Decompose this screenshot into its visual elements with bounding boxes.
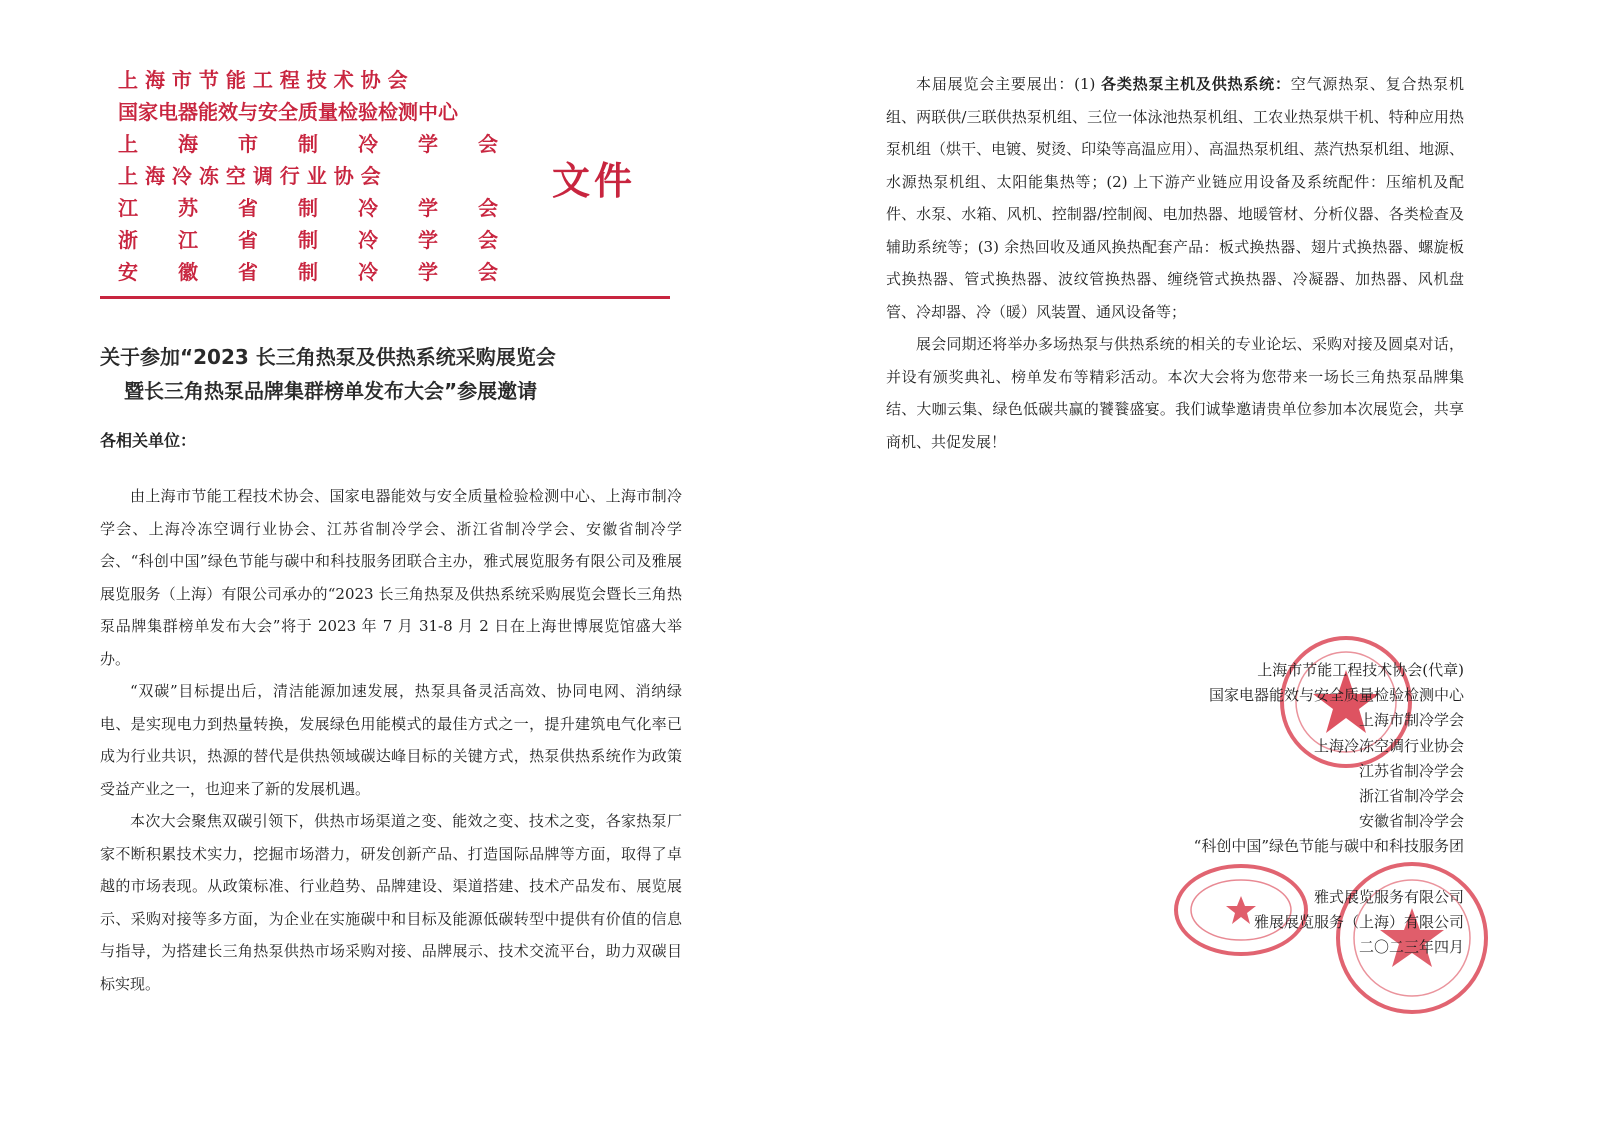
signatory: 雅展展览服务（上海）有限公司: [1253, 913, 1464, 932]
header-divider: [100, 296, 670, 299]
events-paragraph: 展会同期还将举办多场热泵与供热系统的相关的专业论坛、采购对接及圆桌对话，并设有颁奖典礼、榜单发布等精彩活动。本次大会将为您带来一场长三角热泵品牌集结、大咖云集、绿色低碳共赢的饕餮盛宴。我们诚挚邀请贵单位参加本次展览会，共享商机、共促发展！: [886, 335, 1464, 451]
paragraph: 由上海市节能工程技术协会、国家电器能效与安全质量检验检测中心、上海市制冷学会、上海冷冻空调行业协会、江苏省制冷学会、浙江省制冷学会、安徽省制冷学会、“科创中国”绿色节能与碳中和科技服务团联合主办，雅式展览服务有限公司及雅展展览服务（上海）有限公司承办的“2023 长三角热泵及供热系统采购展览会暨长三角热泵品牌集群榜单发布大会”将于 2023 年 7 月 31-8 月 2 日在上海世博展览馆盛大举办。: [100, 487, 682, 668]
left-page: [0, 0, 780, 1132]
organization-name: 国家电器能效与安全质量检验检测中心: [118, 100, 458, 124]
exhibits-heading: 各类热泵主机及供热系统：: [1101, 75, 1291, 93]
issue-date: 二〇二三年四月: [1358, 938, 1464, 957]
signatory: 雅式展览服务有限公司: [1313, 887, 1464, 906]
signatory: 上海市节能工程技术协会(代章): [1257, 661, 1464, 679]
paragraph: “双碳”目标提出后，清洁能源加速发展，热泵具备灵活高效、协同电网、消纳绿电、是实现电力到热量转换，发展绿色用能模式的最佳方式之一，提升建筑电气化率已成为行业共识，热源的替代是供热领域碳达峰目标的关键方式，热泵供热系统作为政策受益产业之一，也迎来了新的发展机遇。: [100, 682, 682, 798]
signatory: 上海市制冷学会: [1358, 711, 1464, 730]
paragraph: 本次大会聚焦双碳引领下，供热市场渠道之变、能效之变、技术之变，各家热泵厂家不断积累技术实力，挖掘市场潜力，研发创新产品、打造国际品牌等方面，取得了卓越的市场表现。从政策标准、行业趋势、品牌建设、渠道搭建、技术产品发布、展览展示、采购对接等多方面，为企业在实施碳中和目标及能源低碳转型中提供有价值的信息与指导，为搭建长三角热泵供热市场采购对接、品牌展示、技术交流平台，助力双碳目标实现。: [100, 812, 682, 993]
signatory: 上海冷冻空调行业协会: [1313, 736, 1464, 755]
signatory: 江苏省制冷学会: [1358, 761, 1464, 780]
organization-list: [118, 64, 518, 288]
right-page: [800, 0, 1600, 1132]
document-label: 文件: [552, 159, 637, 203]
organization-name: 上 海 市 制 冷 学 会: [118, 132, 498, 156]
salutation: 各相关单位：: [100, 431, 197, 450]
signatory: 浙江省制冷学会: [1358, 787, 1464, 806]
right-body: [886, 68, 1464, 458]
organization-name: 浙 江 省 制 冷 学 会: [118, 228, 498, 252]
signatory: 安徽省制冷学会: [1358, 812, 1464, 831]
exhibits-paragraph: [886, 68, 1464, 328]
title-line-1: 关于参加“2023 长三角热泵及供热系统采购展览会: [100, 345, 556, 369]
organization-name: 上 海 市 节 能 工 程 技 术 协 会: [118, 68, 408, 92]
signature-block: [1004, 658, 1464, 960]
document-title: [100, 340, 680, 408]
signatory: 国家电器能效与安全质量检验检测中心: [1208, 686, 1464, 705]
organization-name: 江 苏 省 制 冷 学 会: [118, 196, 498, 220]
organization-name: 安 徽 省 制 冷 学 会: [118, 260, 498, 284]
title-line-2: 暨长三角热泵品牌集群榜单发布大会”参展邀请: [124, 379, 538, 403]
signatory: “科创中国”绿色节能与碳中和科技服务团: [1193, 837, 1464, 856]
exhibits-list: 空气源热泵、复合热泵机组、两联供/三联供热泵机组、三位一体泳池热泵机组、工农业热泵烘干机、特种应用热泵机组（烘干、电镀、熨烫、印染等高温应用）、高温热泵机组、蒸汽热泵机组、地源、水源热泵机组、太阳能集热等；(2) 上下游产业链应用设备及系统配件：压缩机及配件、水泵、水箱、风机、控制器/控制阀、电加热器、地暖管材、分析仪器、各类检查及辅助系统等；(3) 余热回收及通风换热配套产品：板式换热器、翅片式换热器、螺旋板式换热器、管式换热器、波纹管换热器、缠绕管式换热器、冷凝器、加热器、风机盘管、冷却器、冷（暖）风装置、通风设备等；: [886, 75, 1464, 321]
left-body: [100, 480, 682, 1000]
signature-spacer: [1004, 860, 1464, 885]
organization-name: 上 海 冷 冻 空 调 行 业 协 会: [118, 164, 381, 188]
exhibits-prefix: 本届展览会主要展出：(1): [916, 75, 1101, 93]
